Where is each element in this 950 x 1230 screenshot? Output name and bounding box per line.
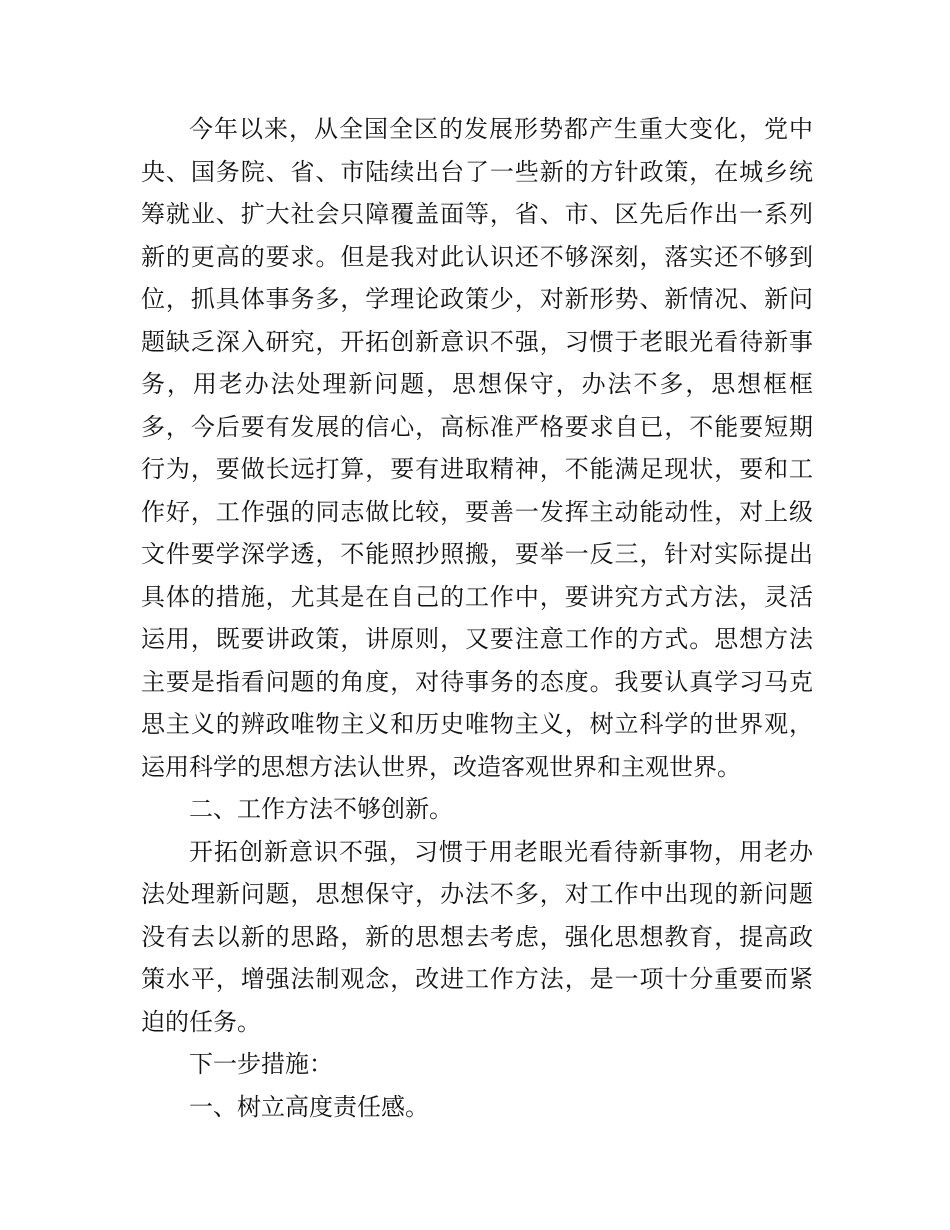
text-line: 主要是指看问题的角度，对待事务的态度。我要认真学习马克 (141, 667, 813, 696)
text-line: 思主义的辨政唯物主义和历史唯物主义，树立科学的世界观， (141, 710, 813, 738)
text-line: 运用科学的思想方法认世界，改造客观世界和主观世界。 (141, 752, 741, 781)
text-line: 筹就业、扩大社会只障覆盖面等，省、市、区先后作出一系列 (141, 200, 813, 228)
text-line: 迫的任务。 (141, 1007, 261, 1036)
text-line: 行为，要做长远打算，要有进取精神，不能满足现状，要和工 (141, 455, 813, 483)
text-line: 具体的措施，尤其是在自己的工作中，要讲究方式方法，灵活 (141, 582, 813, 611)
text-line: 没有去以新的思路，新的思想去考虑，强化思想教育，提高政 (141, 922, 813, 951)
text-line: 法处理新问题，思想保守，办法不多，对工作中出现的新问题 (141, 880, 813, 908)
text-line: 题缺乏深入研究，开拓创新意识不强，习惯于老眼光看待新事 (141, 327, 813, 356)
text-line: 作好，工作强的同志做比较，要善一发挥主动能动性，对上级 (141, 497, 813, 526)
section-heading: 二、工作方法不够创新。 (189, 795, 453, 823)
text-line: 新的更高的要求。但是我对此认识还不够深刻，落实还不够到 (141, 242, 813, 271)
text-line: 务，用老办法处理新问题，思想保守，办法不多，思想框框 (141, 370, 813, 398)
text-line: 策水平，增强法制观念，改进工作方法，是一项十分重要而紧 (141, 965, 813, 993)
text-line: 开拓创新意识不强，习惯于用老眼光看待新事物，用老办 (189, 837, 813, 866)
text-line: 央、国务院、省、市陆续出台了一些新的方针政策，在城乡统 (141, 157, 813, 186)
text-line: 位，抓具体事务多，学理论政策少，对新形势、新情况、新问 (141, 285, 813, 313)
text-line: 今年以来，从全国全区的发展形势都产生重大变化，党中 (189, 115, 813, 143)
document-body (141, 108, 813, 1128)
text-line: 运用，既要讲政策，讲原则，又要注意工作的方式。思想方法 (141, 625, 813, 653)
section-heading: 一、树立高度责任感。 (189, 1092, 429, 1121)
text-line: 多，今后要有发展的信心，高标准严格要求自已，不能要短期 (141, 412, 813, 441)
subheading: 下一步措施： (189, 1050, 333, 1078)
text-line: 文件要学深学透，不能照抄照搬，要举一反三，针对实际提出 (141, 540, 813, 568)
